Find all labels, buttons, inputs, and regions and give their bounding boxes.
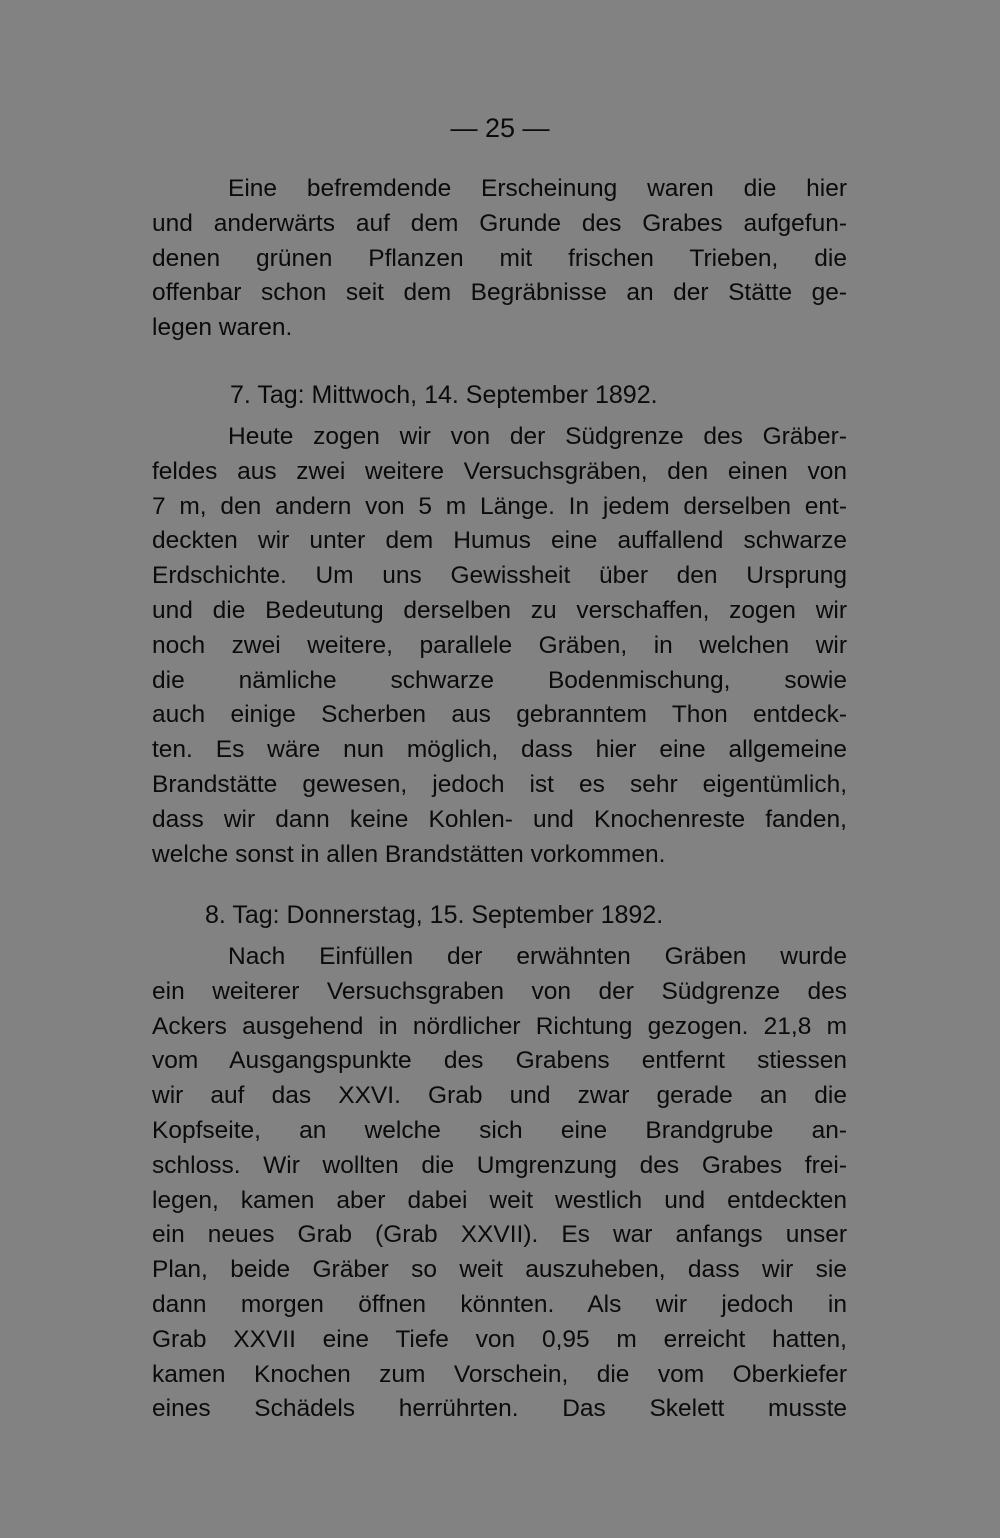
text-line: 7 m, den andern von 5 m Länge. In jedem derselben ent-: [152, 492, 847, 520]
text-line: Plan, beide Gräber so weit auszuheben, dass wir sie: [152, 1256, 847, 1284]
day-7-heading: 7. Tag: Mittwoch, 14. September 1892.: [230, 381, 658, 409]
text-line: Nach Einfüllen der erwähnten Gräben wurde: [228, 943, 847, 970]
text-line: ten. Es wäre nun möglich, dass hier eine allgemeine: [152, 736, 847, 764]
text-line: wir auf das XXVI. Grab und zwar gerade an die: [152, 1082, 847, 1110]
text-line: und die Bedeutung derselben zu verschaffen, zogen wir: [152, 596, 847, 624]
text-line: dass wir dann keine Kohlen- und Knochenreste fanden,: [152, 805, 847, 833]
text-line: kamen Knochen zum Vorschein, die vom Oberkiefer: [152, 1360, 847, 1388]
text-line: deckten wir unter dem Humus eine auffallend schwarze: [152, 527, 847, 555]
text-line: Erdschichte. Um uns Gewissheit über den Ursprung: [152, 562, 847, 590]
paragraph-day-7: [152, 420, 847, 872]
text-line: und anderwärts auf dem Grunde des Grabes aufgefun-: [152, 209, 847, 237]
text-line: die nämliche schwarze Bodenmischung, sowie: [152, 666, 847, 694]
text-line: ein weiterer Versuchsgraben von der Südgrenze des: [152, 977, 847, 1005]
text-line: legen waren.: [152, 314, 293, 342]
text-line: Grab XXVII eine Tiefe von 0,95 m erreicht hatten,: [152, 1325, 847, 1353]
paragraph-plants: [152, 172, 847, 346]
text-line: ein neues Grab (Grab XXVII). Es war anfangs unser: [152, 1221, 847, 1249]
text-line: legen, kamen aber dabei weit westlich und entdeckten: [152, 1186, 847, 1214]
text-line: Ackers ausgehend in nördlicher Richtung gezogen. 21,8 m: [152, 1012, 847, 1040]
paragraph-day-8: [152, 940, 847, 1427]
text-line: schloss. Wir wollten die Umgrenzung des Grabes frei-: [152, 1151, 847, 1179]
text-line: Brandstätte gewesen, jedoch ist es sehr eigentümlich,: [152, 770, 847, 798]
text-line: eines Schädels herrührten. Das Skelett musste: [152, 1395, 847, 1423]
text-line: dann morgen öffnen könnten. Als wir jedoch in: [152, 1290, 847, 1318]
page-number: — 25 —: [450, 113, 550, 143]
text-line: welche sonst in allen Brandstätten vorkommen.: [152, 840, 666, 868]
text-line: Heute zogen wir von der Südgrenze des Gräber-: [228, 423, 847, 450]
text-line: auch einige Scherben aus gebranntem Thon entdeck-: [152, 701, 847, 729]
text-line: denen grünen Pflanzen mit frischen Trieben, die: [152, 244, 847, 272]
text-line: noch zwei weitere, parallele Gräben, in welchen wir: [152, 631, 847, 659]
text-line: Kopfseite, an welche sich eine Brandgrube an-: [152, 1116, 847, 1144]
text-line: Eine befremdende Erscheinung waren die hier: [228, 175, 847, 202]
text-line: offenbar schon seit dem Begräbnisse an der Stätte ge-: [152, 279, 847, 307]
day-8-heading: 8. Tag: Donnerstag, 15. September 1892.: [205, 901, 664, 929]
text-line: feldes aus zwei weitere Versuchsgräben, den einen von: [152, 457, 847, 485]
text-line: vom Ausgangspunkte des Grabens entfernt stiessen: [152, 1047, 847, 1075]
